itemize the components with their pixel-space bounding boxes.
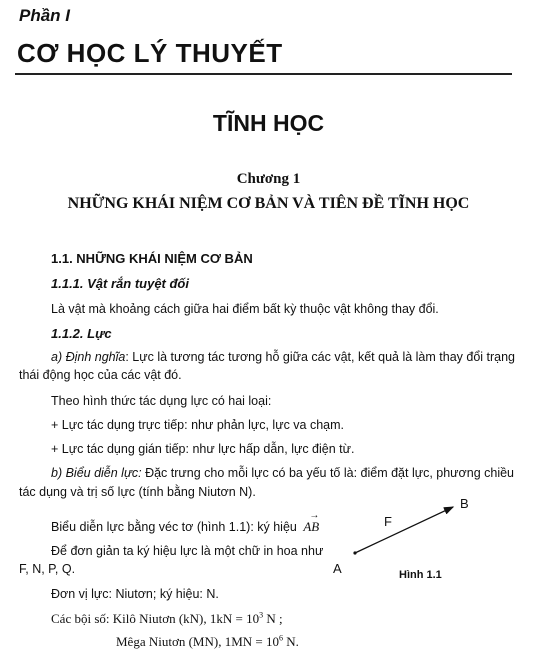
multiples-2-exponent: 6	[278, 633, 283, 643]
figure-point-a: A	[333, 561, 342, 576]
paragraph-vector	[51, 510, 320, 535]
force-vector-line	[355, 507, 453, 553]
figure-caption: Hình 1.1	[399, 569, 442, 581]
multiples-1-unit: N ;	[263, 611, 283, 626]
paragraph-kind-indirect: + Lực tác dụng gián tiếp: như lực hấp dẫn, lực điện từ.	[51, 442, 355, 456]
header-rule	[15, 73, 512, 75]
multiples-2-unit: N.	[282, 634, 299, 649]
paragraph-definition	[51, 350, 515, 364]
definition-text-2: thái động học của các vật đó.	[19, 368, 182, 382]
representation-label: b) Biểu diễn lực:	[51, 466, 142, 480]
heading-1-1-1: 1.1.1. Vật rắn tuyệt đối	[51, 276, 189, 291]
chapter-label: Chương 1	[236, 171, 301, 187]
paragraph-kinds-intro: Theo hình thức tác dụng lực có hai loại:	[51, 394, 272, 408]
representation-text-2: tác dụng và trị số lực (tính bằng Niutơn N).	[19, 485, 256, 499]
part-label: Phần I	[19, 6, 71, 25]
paragraph-rigid-body: Là vật mà khoảng cách giữa hai điểm bất kỳ thuộc vật không thay đổi.	[51, 302, 439, 316]
paragraph-multiples-1	[51, 611, 283, 627]
vector-arrow-icon: →	[309, 510, 320, 521]
vector-text: Biểu diễn lực bằng véc tơ (hình 1.1): ký hiệu	[51, 520, 297, 534]
vector-symbol	[303, 510, 320, 535]
paragraph-multiples-2	[116, 634, 299, 650]
point-a-dot	[353, 551, 356, 554]
multiples-1-text: Các bội số: Kilô Niutơn (kN), 1kN = 10	[51, 611, 260, 626]
multiples-1-exponent: 3	[259, 610, 264, 620]
notation-text-1: Để đơn giản ta ký hiệu lực là một chữ in hoa như	[51, 544, 324, 558]
heading-1-1: 1.1. NHỮNG KHÁI NIỆM CƠ BẢN	[51, 251, 253, 266]
figure-point-b: B	[460, 496, 469, 511]
definition-text-1: : Lực là tương tác tương hỗ giữa các vật, kết quả là làm thay đổi trạng	[125, 350, 516, 364]
part-title: CƠ HỌC LÝ THUYẾT	[17, 38, 283, 68]
definition-label: a) Định nghĩa	[51, 350, 126, 364]
paragraph-kind-direct: + Lực tác dụng trực tiếp: như phản lực, lực va chạm.	[51, 418, 345, 432]
heading-1-1-2: 1.1.2. Lực	[51, 326, 112, 341]
chapter-title: NHỮNG KHÁI NIỆM CƠ BẢN VÀ TIÊN ĐỀ TĨNH HỌC	[67, 195, 470, 212]
figure-force-label: F	[384, 514, 392, 529]
vector-symbol-text: AB	[303, 519, 320, 534]
section-title: TĨNH HỌC	[212, 110, 325, 136]
paragraph-unit: Đơn vị lực: Niutơn; ký hiệu: N.	[51, 587, 219, 601]
multiples-2-text: Mêga Niutơn (MN), 1MN = 10	[116, 634, 279, 649]
paragraph-representation	[51, 466, 514, 480]
representation-text-1: Đặc trưng cho mỗi lực có ba yếu tố là: điểm đặt lực, phương chiều	[141, 466, 515, 480]
notation-text-2: F, N, P, Q.	[19, 562, 76, 576]
